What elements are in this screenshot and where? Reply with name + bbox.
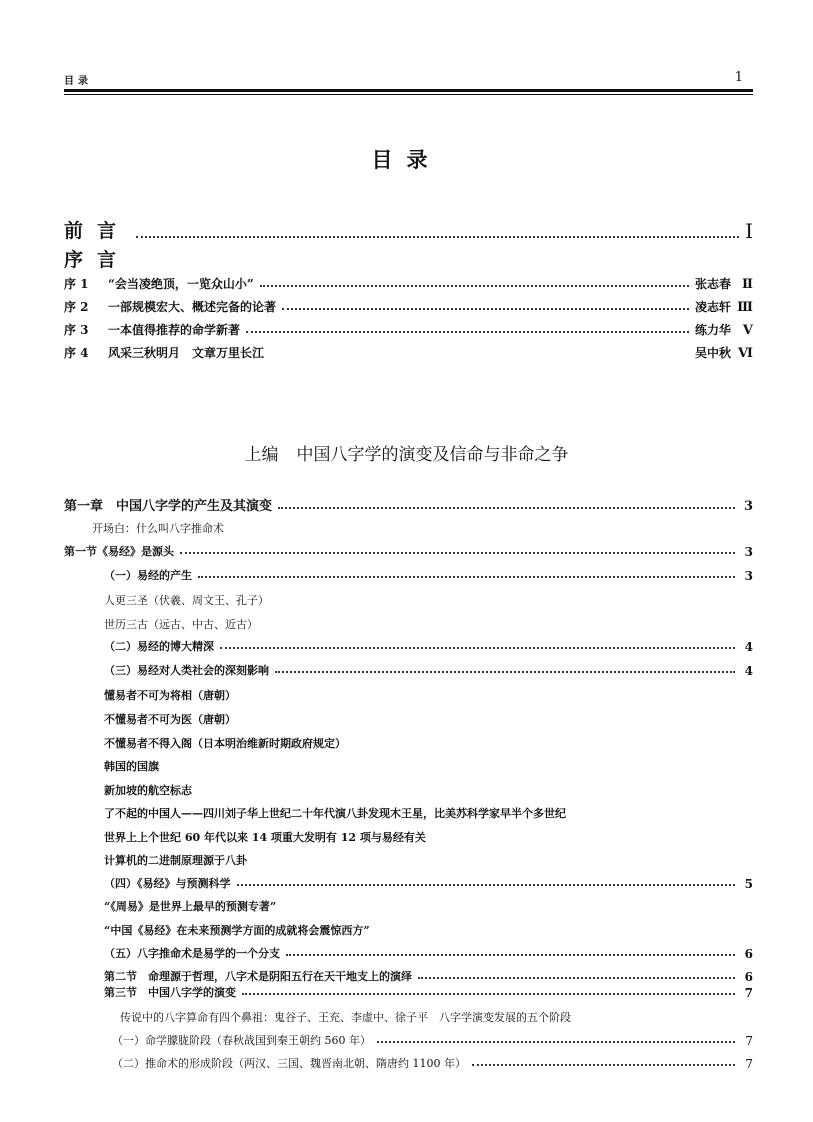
toc-entry-item[interactable]	[104, 875, 753, 891]
dot-leader	[237, 884, 736, 886]
toc-page-number: Ⅰ	[745, 219, 753, 243]
dot-leader	[278, 507, 735, 509]
dot-leader	[275, 671, 735, 673]
toc-entry-preface-2[interactable]	[64, 298, 753, 315]
preface-number: 序 2	[64, 300, 89, 314]
preface-title: 一部规模宏大、概述完备的论著	[108, 300, 277, 314]
preface-number: 序 1	[64, 277, 89, 291]
toc-page-number: 4	[744, 640, 753, 654]
preface-author: 吴中秋	[694, 346, 731, 360]
preface-author: 练力华	[694, 323, 731, 337]
toc-entry-item[interactable]	[104, 567, 753, 583]
toc-subentry[interactable]: 计算机的二进制原理源于八卦	[104, 854, 247, 867]
toc-entry-foreword[interactable]	[64, 216, 753, 243]
toc-page-number: Ⅱ	[742, 277, 753, 292]
toc-entry-label: （二）易经的博大精深	[104, 640, 214, 653]
toc-subentry[interactable]: 开场白：什么叫八字推命术	[92, 522, 224, 535]
toc-entry-label: 第三节 中国八字学的演变	[104, 986, 236, 999]
dot-leader	[270, 354, 689, 356]
toc-entry-item[interactable]	[112, 1055, 753, 1071]
toc-subentry[interactable]: 了不起的中国人——四川刘子华上世纪二十年代演八卦发现木王星，比美苏科学家早半个多世纪	[104, 807, 566, 820]
toc-page-number: 3	[743, 499, 753, 514]
toc-entry-label: （一）命学朦胧阶段（春秋战国到秦王朝约 560 年）	[112, 1034, 371, 1047]
toc-entry-section-3[interactable]	[104, 984, 753, 1000]
dot-leader	[180, 552, 735, 554]
toc-subentry[interactable]: 新加坡的航空标志	[104, 784, 192, 797]
toc-page-number: 7	[745, 1034, 753, 1048]
toc-subentry[interactable]: 懂易者不可为将相（唐朝）	[104, 689, 236, 702]
toc-page-number: 6	[744, 947, 753, 961]
page-title: 目录	[371, 147, 442, 172]
toc-entry-preface-1[interactable]	[64, 275, 753, 292]
toc-entry-label: （二）推命术的形成阶段（两汉、三国、魏晋南北朝、隋唐约 1100 年）	[112, 1057, 466, 1070]
toc-page-number: 4	[744, 664, 753, 678]
toc-subentry[interactable]: 世界上上个世纪 60 年代以来 14 项重大发明有 12 项与易经有关	[104, 831, 426, 844]
preface-title: 风采三秋明月 文章万里长江	[108, 346, 265, 360]
toc-entry-label: （五）八字推命术是易学的一个分支	[104, 947, 280, 960]
toc-page-number: Ⅲ	[737, 300, 753, 315]
dot-leader	[286, 954, 735, 956]
toc-entry-preface-3[interactable]	[64, 321, 753, 338]
toc-page-number: 5	[744, 877, 753, 891]
dot-leader	[418, 977, 735, 979]
header-section-label: 目录	[64, 76, 92, 87]
toc-subentry[interactable]: 人更三圣（伏羲、周文王、孔子）	[104, 594, 269, 607]
toc-subentry[interactable]: 传说中的八字算命有四个鼻祖：鬼谷子、王充、李虚中、徐子平 八字学演变发展的五个阶段	[120, 1011, 571, 1024]
toc-page-number: Ⅵ	[738, 346, 753, 361]
dot-leader	[282, 308, 689, 310]
toc-entry-item[interactable]	[104, 945, 753, 961]
toc-entry-section-2[interactable]	[104, 968, 753, 984]
preface-number: 序 3	[64, 323, 89, 337]
toc-subentry[interactable]: 不懂易者不可为医（唐朝）	[104, 713, 236, 726]
toc-entry-label: 第一节《易经》是源头	[64, 545, 174, 558]
toc-entry-label: （一）易经的产生	[104, 569, 192, 582]
preface-author: 张志春	[694, 277, 731, 291]
toc-subentry[interactable]: “《周易》是世界上最早的预测专著”	[104, 900, 277, 913]
preface-title: “会当凌绝顶，一览众山小”	[108, 277, 254, 291]
toc-entry-label: （四）《易经》与预测科学	[104, 877, 231, 890]
running-header	[64, 70, 753, 90]
toc-entry-label: 第一章 中国八字学的产生及其演变	[64, 499, 273, 514]
toc-entry-item[interactable]	[104, 638, 753, 654]
toc-page-number: 3	[744, 569, 753, 583]
toc-page-number: 6	[744, 970, 753, 984]
dot-leader	[472, 1064, 735, 1066]
header-rule-thin	[64, 94, 753, 95]
header-rule-thick	[64, 89, 753, 92]
toc-page-number: 7	[744, 986, 753, 1000]
toc-subentry[interactable]: 不懂易者不得入阁（日本明治维新时期政府规定）	[104, 737, 346, 750]
toc-subentry[interactable]: 世历三古（远古、中古、近古）	[104, 618, 258, 631]
toc-entry-section-1[interactable]	[64, 543, 753, 559]
toc-entry-item[interactable]	[104, 662, 753, 678]
toc-entry-chapter-1[interactable]	[64, 495, 753, 514]
dot-leader	[246, 331, 689, 333]
dot-leader	[136, 236, 739, 238]
part-heading	[0, 440, 813, 465]
toc-subentry[interactable]: “中国《易经》在未来预测学方面的成就将会震惊西方”	[104, 924, 370, 937]
toc-entry-preface-4[interactable]	[64, 344, 753, 361]
toc-entry-item[interactable]	[112, 1032, 753, 1048]
part-prefix: 上编	[244, 445, 279, 465]
toc-entry-prefaces-heading[interactable]	[64, 245, 130, 272]
toc-entry-label: 前言	[64, 220, 131, 242]
preface-title: 一本值得推荐的命学新著	[108, 323, 241, 337]
dot-leader	[242, 993, 735, 995]
dot-leader	[220, 647, 735, 649]
toc-page-number: 3	[744, 545, 753, 559]
toc-page-number: Ⅴ	[742, 323, 753, 338]
toc-entry-label: 序言	[64, 249, 131, 271]
dot-leader	[377, 1041, 735, 1043]
preface-author: 凌志轩	[694, 300, 731, 314]
toc-entry-label: （三）易经对人类社会的深刻影响	[104, 664, 269, 677]
toc-entry-label: 第二节 命理源于哲理，八字术是阴阳五行在天干地支上的演绎	[104, 970, 412, 983]
preface-number: 序 4	[64, 346, 89, 360]
header-page-number: 1	[734, 70, 743, 85]
dot-leader	[198, 576, 735, 578]
toc-page-number: 7	[745, 1057, 753, 1071]
toc-subentry[interactable]: 韩国的国旗	[104, 760, 159, 773]
part-title: 中国八字学的演变及信命与非命之争	[296, 445, 569, 465]
dot-leader	[260, 285, 689, 287]
